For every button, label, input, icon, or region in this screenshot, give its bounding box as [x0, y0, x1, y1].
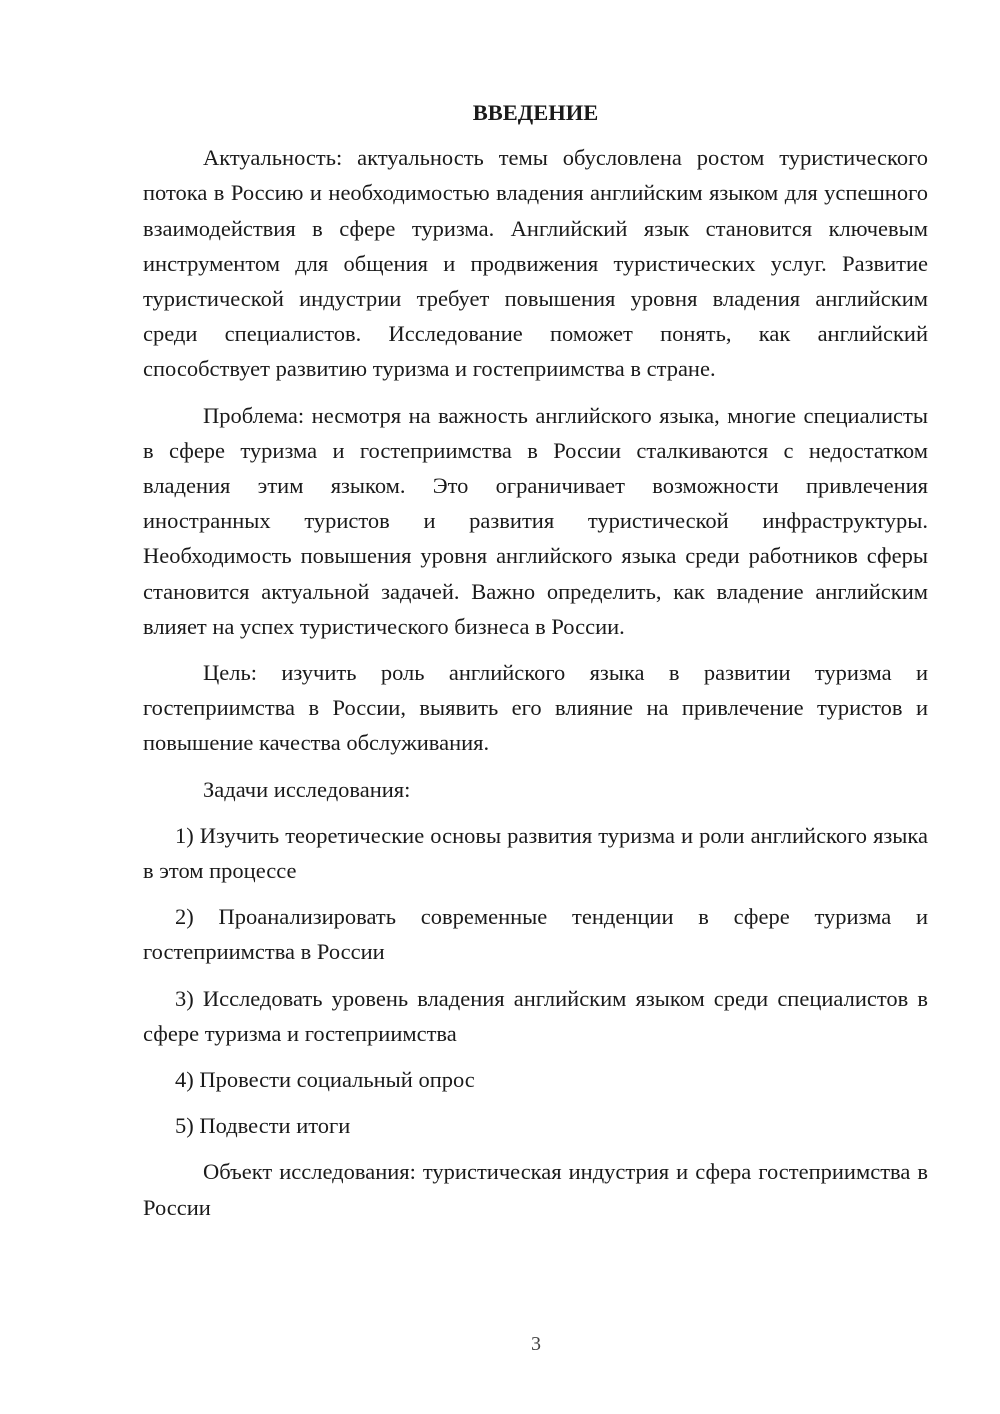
section-title: ВВЕДЕНИЕ [472, 100, 599, 125]
task-item-3: 3) Исследовать уровень владения английским языком среди специалистов в сфере туризма и гостеприимства [143, 985, 928, 1046]
task-item-4: 4) Провести социальный опрос [175, 1067, 475, 1093]
goal-paragraph: Цель: изучить роль английского языка в развитии туризма и гостеприимства в России, выявить его влияние на привлечение туристов и повышение качества обслуживания. [143, 660, 928, 756]
relevance-paragraph: Актуальность: актуальность темы обусловлена ростом туристического потока в Россию и необходимостью владения английским языком для успешного взаимодействия в сфере туризма. Английский язык становится ключевым инструментом для общения и продвижения туристических услуг. Развитие туристической индустрии требует повышения уровня владения английским среди специалистов. Исследование поможет понять, как английский способствует развитию туризма и гостеприимства в стране. [143, 145, 928, 382]
task-item-5: 5) Подвести итоги [175, 1113, 351, 1139]
page-content [143, 95, 928, 1236]
object-paragraph: Объект исследования: туристическая индустрия и сфера гостеприимства в России [143, 1159, 928, 1220]
task-item-1: 1) Изучить теоретические основы развития туризма и роли английского языка в этом процессе [143, 822, 928, 884]
problem-paragraph: Проблема: несмотря на важность английского языка, многие специалисты в сфере туризма и гостеприимства в России сталкиваются с недостатком владения этим языком. Это ограничивает возможности привлечения иностранных туристов и развития туристической инфраструктуры. Необходимость повышения уровня английского языка среди работников сферы становится актуальной задачей. Важно определить, как владение английским влияет на успех туристического бизнеса в России. [143, 402, 928, 639]
task-item-2: 2) Проанализировать современные тенденции в сфере туризма и гостеприимства в России [143, 904, 928, 965]
tasks-heading: Задачи исследования: [203, 776, 411, 802]
page-number: 3 [531, 1333, 541, 1355]
